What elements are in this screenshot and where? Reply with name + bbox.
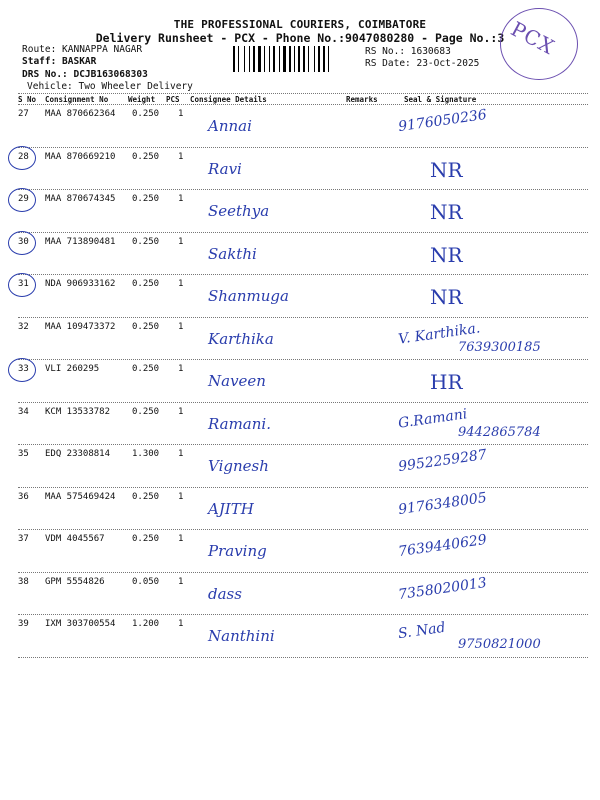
barcode-bar	[246, 46, 248, 72]
row-consignment: VLI 260295	[45, 364, 100, 374]
barcode-bar	[301, 46, 302, 72]
barcode-bar	[271, 46, 272, 72]
consignee-name: Sakthi	[208, 244, 257, 263]
table-row	[18, 530, 588, 572]
document-subtitle: Delivery Runsheet - PCX - Phone No.:9047080280 - Page No.:3	[95, 31, 505, 45]
signature: 9176050236	[397, 106, 488, 136]
row-pcs: 1	[178, 619, 184, 629]
consignee-name: dass	[208, 584, 242, 603]
handwritten-circle	[8, 231, 36, 255]
barcode-bar	[283, 46, 286, 72]
barcode-bar	[306, 46, 307, 72]
barcode-bar	[328, 46, 329, 72]
barcode-bar	[256, 46, 257, 72]
row-pcs: 1	[178, 364, 184, 374]
barcode-bar	[298, 46, 300, 72]
table-top-rule	[18, 93, 588, 94]
barcode-bar	[281, 46, 282, 72]
barcode-image	[233, 46, 361, 72]
route-label: Route: KANNAPPA NAGAR	[22, 44, 143, 55]
signature-phone: 7639300185	[458, 339, 541, 355]
row-sno: 39	[18, 619, 29, 629]
consignee-name: Vignesh	[208, 457, 269, 475]
barcode-bar	[314, 46, 315, 72]
row-consignment: MAA 870662364	[45, 109, 116, 119]
row-sno: 28	[18, 151, 29, 162]
row-pcs: 1	[178, 236, 184, 247]
signature: NR	[430, 242, 463, 267]
barcode-bar	[249, 46, 250, 72]
row-pcs: 1	[178, 491, 184, 502]
table-row	[18, 445, 588, 487]
row-sno: 30	[18, 236, 29, 247]
row-weight: 1.200	[132, 619, 160, 629]
row-pcs: 1	[178, 194, 184, 204]
table-row	[18, 488, 588, 530]
signature: S. Nad	[397, 619, 447, 643]
signature-phone: 9442865784	[458, 424, 541, 440]
handwritten-circle	[8, 273, 36, 297]
barcode-bar	[294, 46, 295, 72]
col-remarks: Remarks	[346, 95, 378, 104]
document-title: THE PROFESSIONAL COURIERS, COIMBATORE	[173, 18, 427, 31]
row-weight: 1.300	[132, 449, 160, 459]
row-rule	[18, 657, 588, 658]
signature: 7358020013	[397, 574, 488, 603]
row-consignment: MAA 870669210	[45, 151, 116, 162]
row-sno: 35	[18, 449, 29, 459]
row-pcs: 1	[178, 576, 184, 587]
table-row	[18, 105, 588, 147]
row-consignment: MAA 713890481	[45, 236, 116, 247]
consignee-name: Ramani.	[208, 414, 271, 433]
barcode-bar	[292, 46, 293, 72]
row-weight: 0.250	[132, 491, 160, 502]
row-weight: 0.250	[132, 321, 160, 332]
row-pcs: 1	[178, 321, 184, 332]
table-row	[18, 275, 588, 317]
row-weight: 0.050	[132, 576, 160, 587]
barcode-bar	[233, 46, 235, 72]
consignee-name: Seethya	[208, 202, 270, 220]
barcode-bar	[279, 46, 280, 72]
barcode-bar	[310, 46, 313, 72]
table-row	[18, 403, 588, 445]
drs-number: DRS No.: DCJB163068303	[22, 69, 148, 80]
row-weight: 0.250	[132, 236, 160, 247]
row-pcs: 1	[178, 449, 184, 459]
rs-number: RS No.: 1630683	[365, 46, 451, 57]
row-sno: 38	[18, 576, 29, 587]
row-pcs: 1	[178, 534, 184, 544]
barcode-bar	[266, 46, 268, 72]
row-consignment: VDM 4045567	[45, 534, 105, 544]
row-sno: 37	[18, 534, 29, 544]
barcode-bar	[258, 46, 261, 72]
signature: NR	[430, 157, 463, 182]
row-sno: 32	[18, 321, 29, 332]
signature: 9952259287	[397, 446, 488, 476]
table-row	[18, 615, 588, 657]
barcode-bar	[289, 46, 291, 72]
consignee-name: Ravi	[208, 159, 242, 178]
barcode-bar	[240, 46, 243, 72]
row-weight: 0.250	[132, 109, 160, 119]
barcode-bar	[276, 46, 278, 72]
barcode-bar	[236, 46, 237, 72]
signature-phone: 9750821000	[458, 637, 541, 652]
consignee-name: Karthika	[208, 329, 274, 348]
consignee-name: Praving	[208, 542, 267, 560]
signature: NR	[430, 285, 463, 309]
row-consignment: MAA 575469424	[45, 491, 116, 502]
table-row	[18, 148, 588, 190]
row-weight: 0.250	[132, 151, 160, 162]
row-sno: 29	[18, 194, 29, 204]
rs-date: RS Date: 23-Oct-2025	[365, 58, 480, 69]
row-consignment: KCM 13533782	[45, 406, 111, 417]
signature: 7639440629	[397, 531, 488, 561]
row-pcs: 1	[178, 151, 184, 162]
table-row	[18, 360, 588, 402]
table-row	[18, 573, 588, 615]
vehicle-label: Vehicle: Two Wheeler Delivery	[27, 81, 193, 92]
row-weight: 0.250	[132, 194, 160, 204]
barcode-bar	[318, 46, 320, 72]
row-consignment: EDQ 23308814	[45, 449, 111, 459]
row-consignment: NDA 906933162	[45, 279, 116, 289]
barcode-bar	[316, 46, 317, 72]
barcode-bar	[273, 46, 275, 72]
col-consignee: Consignee Details	[190, 95, 267, 104]
barcode-bar	[296, 46, 297, 72]
col-weight: Weight	[128, 95, 156, 104]
barcode-bar	[269, 46, 270, 72]
handwritten-circle	[8, 146, 36, 170]
stamp-text: PCX	[507, 16, 559, 60]
barcode-bar	[244, 46, 245, 72]
barcode-bar	[321, 46, 322, 72]
consignee-name: Shanmuga	[208, 287, 289, 305]
barcode-bar	[238, 46, 239, 72]
row-weight: 0.250	[132, 406, 160, 417]
signature: 9176348005	[397, 489, 488, 518]
row-consignment: MAA 109473372	[45, 321, 116, 332]
barcode-bar	[323, 46, 325, 72]
table-row	[18, 318, 588, 360]
table-row	[18, 190, 588, 232]
barcode-bar	[264, 46, 265, 72]
barcode-bar	[287, 46, 288, 72]
consignee-name: AJITH	[208, 499, 254, 518]
row-pcs: 1	[178, 109, 184, 119]
row-sno: 31	[18, 279, 29, 289]
barcode-bar	[303, 46, 305, 72]
signature: V. Karthika.	[397, 319, 482, 348]
consignee-name: Naveen	[208, 372, 266, 390]
row-consignment: IXM 303700554	[45, 619, 116, 629]
row-sno: 33	[18, 364, 29, 374]
row-consignment: GPM 5554826	[45, 576, 105, 587]
table-row	[18, 233, 588, 275]
row-sno: 36	[18, 491, 29, 502]
col-seal: Seal & Signature	[404, 95, 477, 104]
col-consignment: Consignment No	[45, 95, 109, 104]
consignee-name: Nanthini	[208, 627, 275, 645]
barcode-bar	[251, 46, 252, 72]
consignee-name: Annai	[208, 117, 252, 135]
signature: G.Ramani	[397, 405, 469, 432]
row-sno: 34	[18, 406, 29, 417]
barcode-bar	[308, 46, 309, 72]
row-weight: 0.250	[132, 279, 160, 289]
row-pcs: 1	[178, 406, 184, 417]
barcode-bar	[326, 46, 327, 72]
signature: HR	[430, 370, 463, 394]
row-weight: 0.250	[132, 364, 160, 374]
col-pcs: PCS	[166, 95, 180, 104]
staff-label: Staff: BASKAR	[22, 56, 97, 67]
barcode-bar	[262, 46, 263, 72]
row-sno: 27	[18, 109, 29, 119]
row-consignment: MAA 870674345	[45, 194, 116, 204]
barcode-bar	[330, 46, 331, 72]
signature: NR	[430, 200, 463, 224]
row-weight: 0.250	[132, 534, 160, 544]
barcode-bar	[253, 46, 255, 72]
handwritten-circle	[8, 358, 36, 382]
handwritten-circle	[8, 188, 36, 212]
row-pcs: 1	[178, 279, 184, 289]
col-sno: S No	[18, 95, 37, 104]
